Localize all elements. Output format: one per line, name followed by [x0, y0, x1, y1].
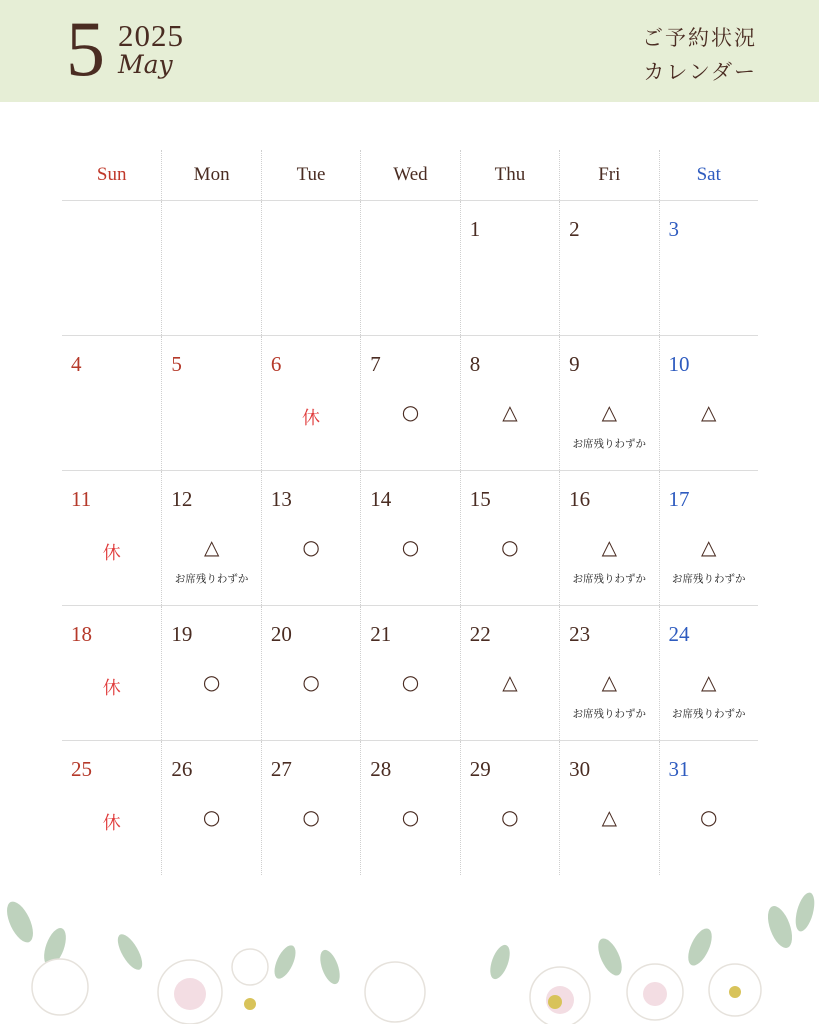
- calendar-week-row: [62, 336, 758, 471]
- availability-note: お席残りわずか: [174, 573, 249, 585]
- day-number: 14: [370, 487, 392, 511]
- calendar-day-cell: [559, 336, 658, 470]
- availability-mark: △: [701, 535, 717, 559]
- availability-mark: ○: [401, 535, 420, 559]
- day-number: 19: [171, 622, 193, 646]
- calendar-day-cell: [659, 741, 758, 875]
- day-number: 9: [569, 352, 580, 376]
- calendar-day-cell: [659, 201, 758, 335]
- day-number: 25: [71, 757, 92, 781]
- calendar-day-cell: [360, 741, 459, 875]
- calendar-day-cell: [62, 606, 161, 740]
- weekday-mon: Mon: [161, 150, 260, 200]
- availability-mark: ○: [401, 670, 420, 694]
- calendar-day-cell: [62, 741, 161, 875]
- availability-mark: ○: [302, 670, 320, 694]
- calendar-day-cell: [460, 606, 559, 740]
- availability-note: お席残りわずか: [572, 708, 647, 720]
- calendar-day-cell: [659, 336, 758, 470]
- day-number: 29: [469, 757, 491, 781]
- availability-mark: 休: [102, 543, 121, 564]
- calendar-day-cell: [460, 336, 559, 470]
- calendar-day-cell: [360, 606, 459, 740]
- month-name: May: [118, 50, 173, 79]
- calendar-day-cell: [360, 471, 459, 605]
- availability-mark: △: [502, 400, 518, 424]
- calendar-week-row: [62, 606, 758, 741]
- page-title-line1: ご予約状況: [642, 26, 757, 50]
- calendar-day-cell: [659, 471, 758, 605]
- availability-mark: 休: [102, 813, 121, 834]
- day-number: 5: [171, 352, 182, 376]
- day-number: 4: [71, 352, 82, 376]
- day-number: 10: [668, 352, 690, 376]
- calendar-day-cell: [62, 471, 161, 605]
- availability-mark: △: [701, 400, 717, 424]
- availability-note: お席残りわずか: [671, 573, 746, 585]
- availability-mark: ○: [302, 535, 320, 559]
- availability-mark: △: [601, 805, 618, 829]
- page-title-line2: カレンダー: [643, 60, 757, 84]
- availability-mark: ○: [401, 805, 420, 829]
- month-number: 5: [66, 5, 105, 92]
- calendar-day-cell: [360, 336, 459, 470]
- calendar-day-cell: [360, 201, 459, 335]
- availability-mark: △: [701, 670, 717, 694]
- availability-note: お席残りわずか: [671, 708, 746, 720]
- availability-mark: △: [502, 670, 518, 694]
- calendar-day-cell: [161, 606, 260, 740]
- day-number: 27: [270, 757, 292, 781]
- availability-mark: ○: [700, 805, 718, 829]
- day-number: 20: [270, 622, 292, 646]
- availability-mark: 休: [102, 678, 121, 699]
- day-number: 18: [71, 622, 92, 646]
- header-banner: [0, 0, 819, 102]
- calendar-day-cell: [460, 471, 559, 605]
- weekday-thu: Thu: [460, 150, 559, 200]
- day-number: 23: [569, 622, 591, 646]
- day-number: 16: [569, 487, 591, 511]
- day-number: 15: [469, 487, 491, 511]
- availability-note: お席残りわずか: [572, 573, 647, 585]
- calendar-grid: [62, 150, 758, 875]
- calendar-day-cell: [559, 471, 658, 605]
- day-number: 13: [270, 487, 292, 511]
- availability-mark: △: [203, 535, 220, 559]
- day-number: 1: [469, 217, 481, 241]
- calendar-day-cell: [161, 201, 260, 335]
- calendar-day-cell: [261, 741, 360, 875]
- day-number: 30: [569, 757, 591, 781]
- calendar-week-row: [62, 201, 758, 336]
- weekday-tue: Tue: [261, 150, 360, 200]
- day-number: 28: [370, 757, 392, 781]
- calendar-day-cell: [261, 336, 360, 470]
- availability-mark: ○: [501, 805, 519, 829]
- availability-note: お席残りわずか: [572, 438, 647, 450]
- floral-decoration: [0, 892, 819, 1024]
- weekday-header-row: [62, 150, 758, 201]
- calendar-week-row: [62, 471, 758, 606]
- year-label: 2025: [118, 18, 184, 53]
- weekday-wed: Wed: [360, 150, 459, 200]
- calendar-day-cell: [161, 336, 260, 470]
- calendar-day-cell: [559, 201, 658, 335]
- day-number: 11: [71, 487, 92, 511]
- calendar-day-cell: [261, 471, 360, 605]
- calendar-week-row: [62, 741, 758, 875]
- weekday-fri: Fri: [559, 150, 658, 200]
- calendar-day-cell: [460, 741, 559, 875]
- calendar-day-cell: [161, 741, 260, 875]
- calendar-day-cell: [659, 606, 758, 740]
- calendar-weeks: [62, 201, 758, 875]
- calendar-day-cell: [62, 336, 161, 470]
- availability-mark: ○: [501, 535, 519, 559]
- availability-mark: ○: [202, 805, 221, 829]
- calendar-day-cell: [261, 606, 360, 740]
- day-number: 22: [469, 622, 491, 646]
- availability-mark: △: [601, 535, 618, 559]
- day-number: 12: [171, 487, 193, 511]
- day-number: 6: [270, 352, 282, 376]
- day-number: 21: [370, 622, 392, 646]
- availability-mark: ○: [401, 400, 420, 424]
- availability-mark: ○: [202, 670, 221, 694]
- day-number: 24: [668, 622, 690, 646]
- calendar-day-cell: [261, 201, 360, 335]
- calendar-day-cell: [161, 471, 260, 605]
- availability-mark: 休: [302, 408, 321, 429]
- calendar-day-cell: [559, 741, 658, 875]
- day-number: 31: [668, 757, 690, 781]
- day-number: 3: [668, 217, 680, 241]
- availability-mark: △: [601, 400, 618, 424]
- day-number: 7: [370, 352, 381, 376]
- calendar-day-cell: [62, 201, 161, 335]
- weekday-sun: Sun: [96, 164, 127, 185]
- weekday-sat: Sat: [659, 150, 758, 200]
- day-number: 17: [668, 487, 690, 511]
- calendar-day-cell: [559, 606, 658, 740]
- day-number: 2: [569, 217, 580, 241]
- availability-mark: △: [601, 670, 618, 694]
- calendar-day-cell: [460, 201, 559, 335]
- day-number: 8: [469, 352, 481, 376]
- day-number: 26: [171, 757, 193, 781]
- availability-mark: ○: [302, 805, 320, 829]
